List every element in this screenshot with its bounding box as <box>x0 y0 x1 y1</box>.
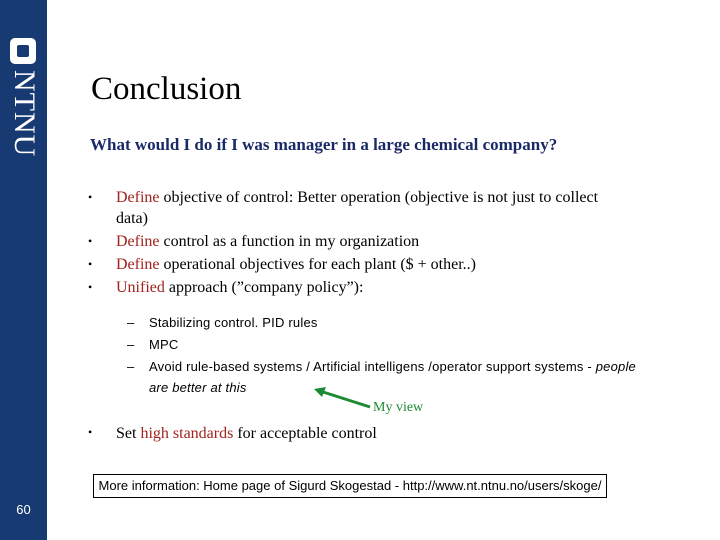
page-number: 60 <box>16 502 31 517</box>
bullet-dot-icon: • <box>88 257 93 271</box>
bullet-list <box>88 187 678 300</box>
bullet-item <box>88 277 678 298</box>
bullet-text: operational objectives for each plant ($ + other..) <box>159 256 476 273</box>
bullet-text: objective of control: Better operation (objective is not just to collect <box>159 189 599 206</box>
bullet-dot-icon: • <box>88 425 93 439</box>
brand-logo-text: NTNU <box>8 70 41 158</box>
sub-bullet-item <box>127 356 687 398</box>
bullet-highlight: Unified <box>116 279 165 296</box>
sub-bullet-text: MPC <box>149 337 179 352</box>
info-box: More information: Home page of Sigurd Skogestad - http://www.nt.ntnu.no/users/skoge/ <box>93 474 607 498</box>
sub-bullet-list <box>127 312 687 398</box>
bullet-prefix: Set <box>116 425 141 442</box>
bullet-highlight: Define <box>116 189 160 206</box>
sub-bullet-continuation: are better at this <box>149 380 247 395</box>
bullet-highlight: high standards <box>140 425 234 442</box>
bullet-text: control as a function in my organization <box>159 233 420 250</box>
bullet-item <box>88 187 678 229</box>
sub-bullet-item <box>127 312 687 334</box>
bullet-highlight: Define <box>116 256 160 273</box>
dash-icon: – <box>127 359 135 374</box>
sidebar <box>0 0 47 540</box>
bullet-text: for acceptable control <box>233 425 377 442</box>
dash-icon: – <box>127 315 135 330</box>
bullet-dot-icon: • <box>88 280 93 294</box>
bullet-dot-icon: • <box>88 234 93 248</box>
bullet-continuation: data) <box>116 210 148 227</box>
bullet-item <box>88 425 676 443</box>
slide-subtitle: What would I do if I was manager in a large chemical company? <box>90 135 558 154</box>
sub-bullet-item <box>127 334 687 356</box>
bullet-item <box>88 254 678 275</box>
sub-bullet-text: Stabilizing control. PID rules <box>149 315 318 330</box>
bullet-text: approach (”company policy”): <box>164 279 364 296</box>
bullet-item <box>88 231 678 252</box>
bullet-highlight: Define <box>116 233 160 250</box>
sub-bullet-text: Avoid rule-based systems / Artificial intelligens /operator support systems - <box>149 359 596 374</box>
arrow-icon <box>312 385 374 411</box>
slide-title: Conclusion <box>91 71 242 107</box>
dash-icon: – <box>127 337 135 352</box>
ntnu-logo-icon <box>10 38 36 64</box>
sub-bullet-italic: people <box>595 359 636 374</box>
annotation-my-view: My view <box>373 400 424 415</box>
bullet-dot-icon: • <box>88 190 93 204</box>
